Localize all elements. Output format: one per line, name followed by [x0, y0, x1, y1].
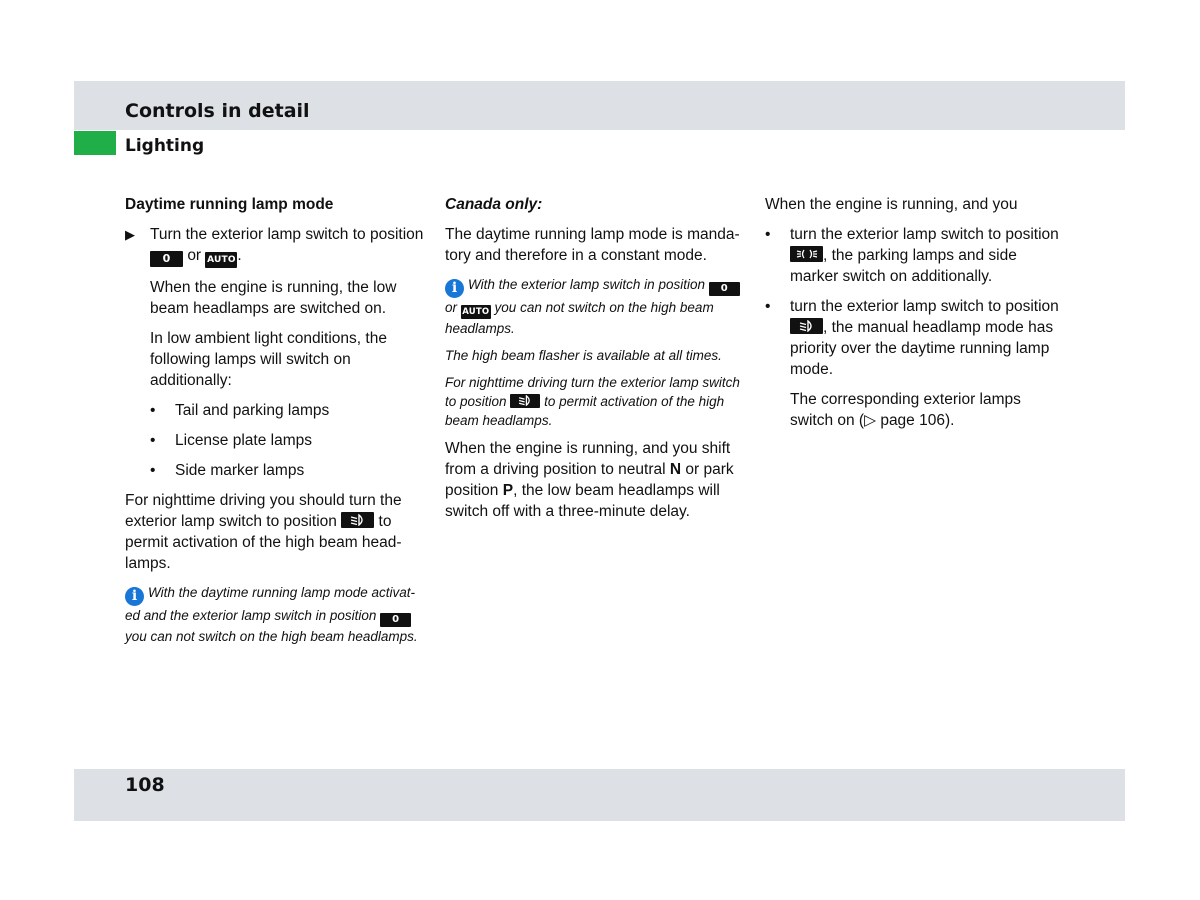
item-text-a: turn the exterior lamp switch to position — [790, 226, 1059, 243]
item-text-a: turn the exterior lamp switch to position — [790, 298, 1059, 315]
switch-position-0-icon: 0 — [150, 251, 183, 267]
bullet-icon: • — [765, 226, 771, 243]
info-note — [125, 583, 425, 646]
list-item — [125, 400, 425, 421]
canada-heading: Canada only: — [445, 196, 543, 213]
shift-text-a: When the engine is running, and you shift from a driving position to neutral — [445, 440, 731, 478]
list-item — [125, 430, 425, 451]
step-arrow-icon: ▶ — [125, 227, 135, 242]
column-middle — [445, 194, 750, 531]
shift-delay-paragraph — [445, 438, 750, 522]
switch-position-0-icon: 0 — [380, 613, 411, 627]
info-icon: i — [125, 587, 144, 606]
item-text-b: , the manual headlamp mode has priority over the daytime running lamp mode. — [790, 319, 1054, 378]
info-note — [445, 275, 750, 338]
flasher-note: The high beam flasher is available at all times. — [445, 348, 722, 363]
note-text-a: For nighttime driving turn the exterior lamp switch to position — [445, 375, 740, 409]
step-text-or: or — [187, 247, 202, 264]
engine-running-intro: When the engine is running, and you — [765, 196, 1018, 213]
list-item-text: Tail and parking lamps — [175, 402, 330, 419]
note-text-a: With the daytime running lamp mode activat-ed and the exterior lamp switch in position — [125, 585, 416, 623]
shift-text-b: or park position — [445, 461, 734, 499]
switch-position-auto-icon: AUTO — [205, 252, 237, 268]
note-text-a: With the exterior lamp switch in position — [468, 277, 705, 292]
para-text-a: The corresponding exterior lamps switch on ( — [790, 391, 1021, 429]
corresponding-lamps-paragraph — [765, 389, 1065, 431]
low-beam-paragraph: When the engine is running, the low beam headlamps are switched on. — [150, 279, 397, 317]
step-text: Turn the exterior lamp switch to position — [150, 226, 424, 243]
bullet-icon: • — [150, 402, 156, 419]
instruction-step — [125, 224, 425, 268]
bullet-icon: • — [150, 462, 156, 479]
list-item-text: License plate lamps — [175, 432, 312, 449]
note-text-b: you can not switch on the high beam headlamps. — [125, 629, 418, 644]
subsection-title: Lighting — [125, 136, 205, 156]
footer-band — [74, 769, 1125, 821]
para-text-b: ). — [944, 412, 955, 429]
ambient-light-paragraph: In low ambient light conditions, the following lamps will switch on additionally: — [150, 330, 387, 389]
step-text-end: . — [237, 247, 242, 264]
nighttime-paragraph — [125, 490, 425, 574]
bullet-icon: • — [765, 298, 771, 315]
bullet-icon: • — [150, 432, 156, 449]
daytime-lamp-heading: Daytime running lamp mode — [125, 196, 334, 213]
low-beam-headlamp-icon — [790, 318, 823, 334]
note-text-b: to permit activation of the high beam headlamps. — [445, 394, 725, 428]
nighttime-text-a: For nighttime driving you should turn the exterior lamp switch to position — [125, 492, 402, 530]
switch-position-auto-icon: AUTO — [462, 307, 490, 317]
list-item — [765, 224, 1065, 287]
gear-park: P — [502, 482, 514, 499]
list-item — [765, 296, 1065, 380]
shift-text-c: , the low beam headlamps will switch off with a three-minute delay. — [445, 482, 720, 520]
page-number: 108 — [125, 774, 165, 796]
info-icon: i — [445, 279, 464, 298]
nighttime-text-b: to permit activation of the high beam head-lamps. — [125, 513, 402, 572]
gear-neutral: N — [669, 461, 682, 478]
low-beam-headlamp-icon — [510, 394, 540, 408]
note-text-or: or — [445, 300, 458, 315]
parking-lamp-icon — [790, 246, 823, 262]
section-title: Controls in detail — [125, 100, 310, 122]
section-color-marker — [74, 131, 116, 155]
item-text-b: , the parking lamps and side marker switch on additionally. — [790, 247, 1017, 285]
list-item — [125, 460, 425, 481]
switch-position-0-icon: 0 — [709, 282, 740, 296]
column-left — [125, 194, 425, 654]
page-reference-link[interactable]: ▷ page 106 — [864, 412, 945, 429]
mandatory-paragraph: The daytime running lamp mode is manda-tory and therefore in a constant mode. — [445, 226, 740, 264]
list-item-text: Side marker lamps — [175, 462, 305, 479]
low-beam-headlamp-icon — [341, 512, 374, 528]
column-right — [765, 194, 1065, 440]
note-text-b: you can not switch on the high beam headlamps. — [445, 300, 714, 336]
nighttime-note — [445, 373, 750, 430]
